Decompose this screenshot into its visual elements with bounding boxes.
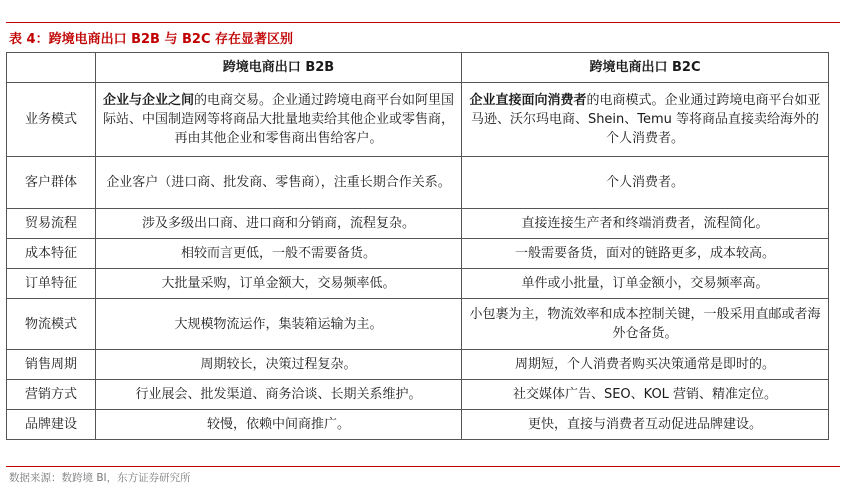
source-note: 数据来源：数跨境 BI，东方证券研究所: [9, 472, 191, 484]
b2b-cell: 大批量采购，订单金额大，交易频率低。: [96, 269, 462, 299]
table-row: [7, 299, 829, 350]
header-b2b: 跨境电商出口 B2B: [96, 53, 462, 83]
b2b-cell: 大规模物流运作，集装箱运输为主。: [96, 299, 462, 350]
row-label: 物流模式: [7, 299, 96, 350]
top-rule: [6, 22, 840, 23]
b2c-text: 的电商模式。企业通过跨境电商平台如亚马逊、沃尔玛电商、Shein、Temu 等将商品直接卖给海外的个人消费者。: [470, 93, 821, 146]
header-row: [7, 53, 829, 83]
b2b-cell: [96, 83, 462, 157]
row-label: 贸易流程: [7, 209, 96, 239]
b2c-cell: 一般需要备货，面对的链路更多，成本较高。: [462, 239, 829, 269]
b2c-cell: 小包裹为主，物流效率和成本控制关键，一般采用直邮或者海外仓备货。: [462, 299, 829, 350]
b2c-cell: 直接连接生产者和终端消费者，流程简化。: [462, 209, 829, 239]
row-label: 订单特征: [7, 269, 96, 299]
b2c-cell: 个人消费者。: [462, 157, 829, 209]
b2c-cell: 单件或小批量，订单金额小，交易频率高。: [462, 269, 829, 299]
row-label: 营销方式: [7, 380, 96, 410]
table-caption: 表 4：跨境电商出口 B2B 与 B2C 存在显著区别: [9, 32, 294, 47]
b2c-cell: 周期短，个人消费者购买决策通常是即时的。: [462, 350, 829, 380]
b2b-cell: 周期较长，决策过程复杂。: [96, 350, 462, 380]
row-label: 成本特征: [7, 239, 96, 269]
header-label-cell: [7, 53, 96, 83]
table-row: [7, 239, 829, 269]
row-label: 客户群体: [7, 157, 96, 209]
b2b-cell: 行业展会、批发渠道、商务洽谈、长期关系维护。: [96, 380, 462, 410]
b2b-highlight: 企业与企业之间: [102, 93, 194, 108]
b2b-text: 的电商交易。企业通过跨境电商平台如阿里国际站、中国制造网等将商品大批量地卖给其他企业或零售商，再由其他企业和零售商出售给客户。: [102, 93, 455, 146]
row-label: 品牌建设: [7, 410, 96, 440]
table-row: [7, 83, 829, 157]
table-row: [7, 350, 829, 380]
table-row: [7, 157, 829, 209]
row-label: 销售周期: [7, 350, 96, 380]
b2c-cell: 社交媒体广告、SEO、KOL 营销、精准定位。: [462, 380, 829, 410]
b2b-cell: 涉及多级出口商、进口商和分销商，流程复杂。: [96, 209, 462, 239]
b2c-cell: [462, 83, 829, 157]
bottom-rule: [6, 466, 840, 467]
b2c-highlight: 企业直接面向消费者: [469, 93, 587, 108]
row-label: 业务模式: [7, 83, 96, 157]
b2b-cell: 企业客户（进口商、批发商、零售商），注重长期合作关系。: [96, 157, 462, 209]
header-b2c: 跨境电商出口 B2C: [462, 53, 829, 83]
table-row: [7, 269, 829, 299]
b2b-cell: 相较而言更低，一般不需要备货。: [96, 239, 462, 269]
b2c-cell: 更快，直接与消费者互动促进品牌建设。: [462, 410, 829, 440]
b2b-cell: 较慢，依赖中间商推广。: [96, 410, 462, 440]
comparison-table: [6, 52, 829, 440]
table-row: [7, 380, 829, 410]
table-row: [7, 209, 829, 239]
table-row: [7, 410, 829, 440]
